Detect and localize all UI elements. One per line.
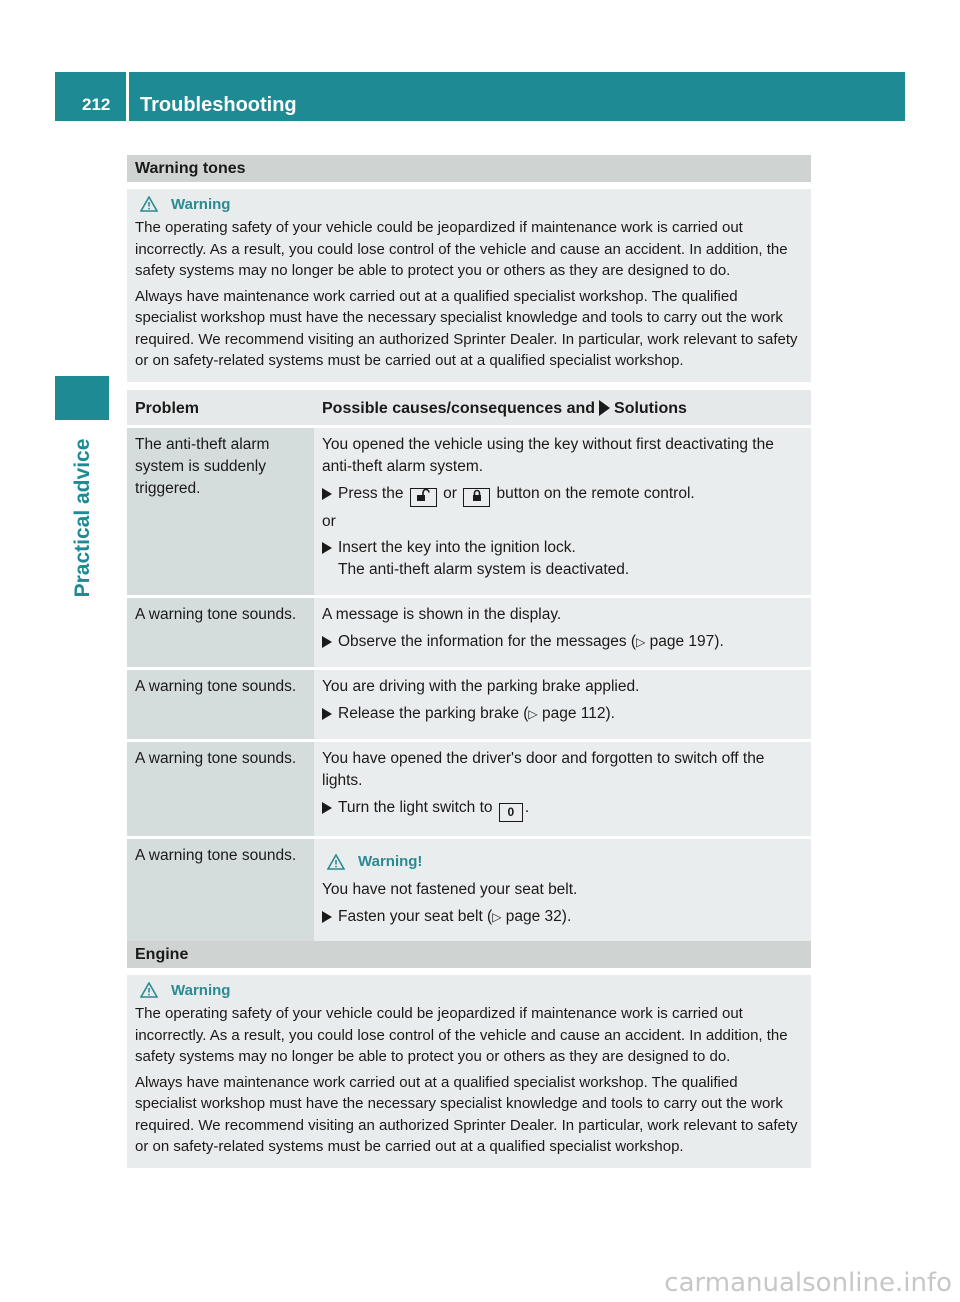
- light-switch-off-icon: 0: [499, 803, 523, 822]
- step-text: Insert the key into the ignition lock.: [338, 539, 576, 556]
- cause-text: You opened the vehicle using the key without first deactivating the anti-theft alarm system.: [322, 436, 774, 475]
- problem-cell: A warning tone sounds.: [127, 598, 314, 667]
- warning-title-text: Warning: [171, 981, 231, 999]
- problem-cell: A warning tone sounds.: [127, 839, 314, 942]
- problem-cell: A warning tone sounds.: [127, 742, 314, 836]
- problem-cell: A warning tone sounds.: [127, 670, 314, 739]
- solution-cell: [314, 742, 811, 836]
- solution-arrow-icon: [599, 400, 610, 416]
- warning-paragraph: The operating safety of your vehicle could be jeopardized if maintenance work is carried out incorrectly. As a result, you could lose control of the vehicle and cause an accident. In addition, the safety systems may no longer be able to protect you or others as they are designed to do.: [135, 219, 788, 279]
- warning-triangle-icon: [327, 854, 345, 870]
- page-reference-icon: ▷: [492, 910, 502, 924]
- warning-triangle-icon: [140, 196, 158, 212]
- solution-step: [322, 797, 803, 822]
- solution-step: [322, 906, 803, 928]
- step-text: Fasten your seat belt (: [338, 908, 493, 925]
- cause-text: You have not fastened your seat belt.: [322, 881, 578, 898]
- step-result-text: The anti-theft alarm system is deactivated.: [338, 561, 630, 578]
- warning-title: [135, 980, 803, 1000]
- solution-step: [322, 537, 803, 581]
- solution-cell: [314, 839, 811, 942]
- table-row: [127, 670, 811, 742]
- page-reference-icon: ▷: [636, 635, 646, 649]
- page-reference-icon: ▷: [528, 707, 538, 721]
- section-heading-warning-tones: Warning tones: [127, 155, 811, 182]
- column-header-problem: Problem: [127, 390, 314, 425]
- side-label-text: Practical advice: [71, 438, 94, 597]
- solution-step: [322, 703, 803, 725]
- table-row: [127, 598, 811, 670]
- warning-triangle-icon: [140, 982, 158, 998]
- unlock-key-icon: [410, 488, 437, 507]
- step-text: Turn the light switch to: [338, 799, 493, 816]
- table-row: [127, 742, 811, 839]
- solution-cell: [314, 670, 811, 739]
- or-text: or: [322, 513, 336, 530]
- step-text: Observe the information for the messages (: [338, 633, 637, 650]
- header-divider: [126, 72, 129, 121]
- warning-paragraph: Always have maintenance work carried out at a qualified specialist workshop. The qualified specialist workshop must have the necessary specialist knowledge and tools to carry out the work required. We recommend visiting an authorized Sprinter Dealer. In particular, work relevant to safety or on safety-related systems must be carried out at a qualified specialist workshop.: [135, 287, 798, 369]
- column-header-solutions-text: Possible causes/consequences and: [322, 400, 596, 417]
- section-heading-engine: Engine: [127, 941, 811, 968]
- warning-title: [135, 194, 803, 214]
- page-reference-link[interactable]: page 197).: [649, 633, 724, 650]
- inline-warning: [322, 848, 803, 876]
- column-header-solutions-text-2: Solutions: [614, 400, 687, 417]
- step-text: or: [443, 485, 457, 502]
- side-tab-marker: [55, 376, 109, 420]
- page-title: Troubleshooting: [140, 94, 297, 116]
- warning-box-engine: [127, 975, 811, 1168]
- step-text: .: [524, 799, 530, 816]
- step-text: Release the parking brake (: [338, 705, 529, 722]
- solution-step: [322, 631, 803, 653]
- table-row: [127, 428, 811, 598]
- solution-step: [322, 483, 803, 507]
- lock-key-icon: [463, 488, 490, 507]
- problem-cell: The anti-theft alarm system is suddenly triggered.: [127, 428, 314, 595]
- cause-text: You have opened the driver's door and forgotten to switch off the lights.: [322, 750, 765, 789]
- page-header: [55, 72, 905, 121]
- table-header-row: [127, 390, 811, 428]
- warning-box-tones: [127, 189, 811, 382]
- page-reference-link[interactable]: page 112).: [541, 705, 615, 722]
- warning-title-text: Warning: [171, 195, 231, 213]
- warning-paragraph: The operating safety of your vehicle could be jeopardized if maintenance work is carried out incorrectly. As a result, you could lose control of the vehicle and cause an accident. In addition, the safety systems may no longer be able to protect you or others as they are designed to do.: [135, 1005, 788, 1065]
- cause-text: A message is shown in the display.: [322, 606, 562, 623]
- table-row: [127, 839, 811, 945]
- page-number: 212: [82, 95, 111, 114]
- troubleshooting-table: [127, 390, 811, 945]
- watermark: carmanualsonline.info: [664, 1268, 952, 1298]
- cause-text: You are driving with the parking brake applied.: [322, 678, 640, 695]
- side-label: [61, 420, 105, 615]
- column-header-solutions: [314, 390, 811, 425]
- page-reference-link[interactable]: page 32).: [505, 908, 572, 925]
- inline-warning-text: Warning!: [358, 853, 423, 870]
- step-text: Press the: [338, 485, 404, 502]
- solution-cell: [314, 428, 811, 595]
- step-text: button on the remote control.: [496, 485, 695, 502]
- solution-cell: [314, 598, 811, 667]
- warning-paragraph: Always have maintenance work carried out at a qualified specialist workshop. The qualified specialist workshop must have the necessary specialist knowledge and tools to carry out the work required. We recommend visiting an authorized Sprinter Dealer. In particular, work relevant to safety or on safety-related systems must be carried out at a qualified specialist workshop.: [135, 1073, 798, 1155]
